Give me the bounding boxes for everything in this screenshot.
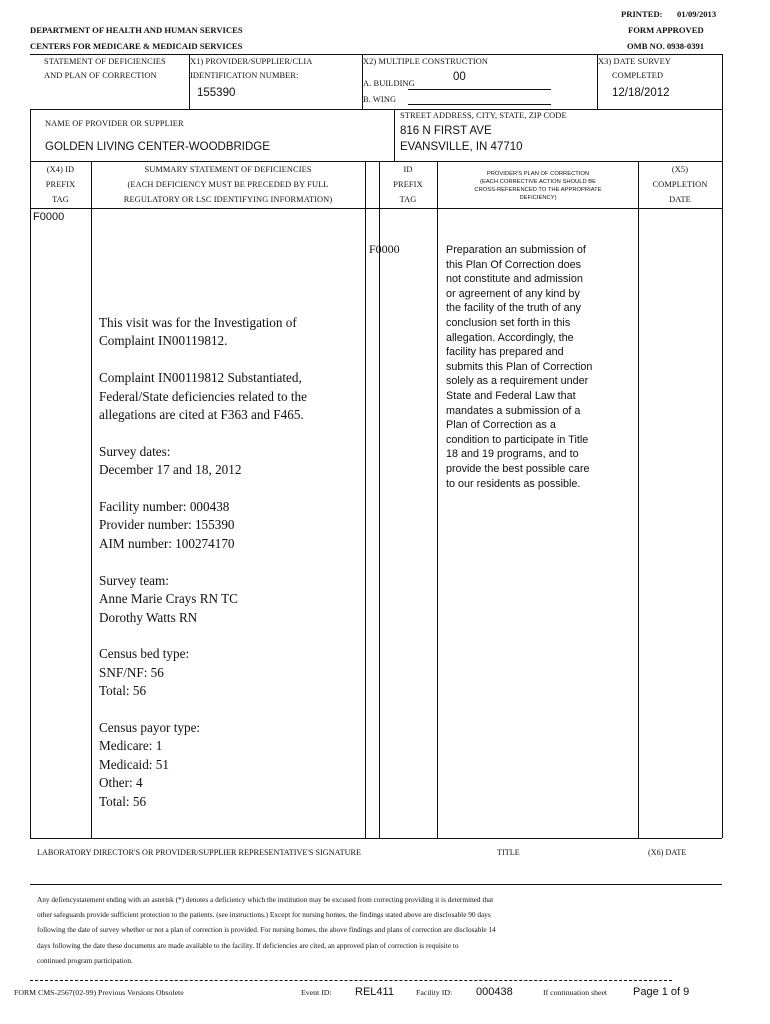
plan-subheader-2: CROSS-REFERENCED TO THE APPROPRIATE [474, 187, 602, 193]
right-prefix-tag: F0000 [369, 242, 400, 256]
summary-line: Federal/State deficiencies related to the [99, 388, 307, 404]
event-id-value: REL411 [355, 986, 394, 998]
summary-line [99, 424, 361, 442]
plan-subheader: (EACH CORRECTIVE ACTION SHOULD BE [480, 179, 596, 185]
disclaimer-line: other safeguards provide sufficient protection to the patients. (see instructions.) Except for nursing homes, the findings stated above are disclosable 90 days [37, 910, 491, 920]
facility-id-label: Facility ID: [416, 988, 453, 997]
facility-id-value: 000438 [476, 986, 513, 998]
disclaimer-line: following the date of survey whether or not a plan of correction is provided. For nursing homes, the above findings and plans of correction are disclosable 14 [37, 925, 496, 935]
summary-subheader-2: REGULATORY OR LSC IDENTIFYING INFORMATION) [123, 195, 333, 204]
plan-line: facility has prepared and [446, 346, 564, 359]
plan-label: AND PLAN OF CORRECTION [44, 71, 157, 80]
plan-line: submits this Plan of Correction [446, 360, 593, 373]
summary-line: Facility number: 000438 [99, 499, 230, 515]
summary-line: Survey dates: [99, 443, 171, 459]
summary-line: Complaint IN00119812. [99, 333, 228, 349]
plan-line: provide the best possible care [446, 462, 590, 475]
summary-line: Census bed type: [99, 646, 190, 662]
disclaimer-line: continued program participation. [37, 955, 133, 965]
summary-subheader: (EACH DEFICIENCY MUST BE PRECEDED BY FULL [127, 180, 329, 189]
summary-line: Other: 4 [99, 775, 143, 791]
continuation-label: If continuation sheet [543, 988, 608, 997]
plan-header: PROVIDER'S PLAN OF CORRECTION [486, 171, 590, 177]
department-title: DEPARTMENT OF HEALTH AND HUMAN SERVICES [30, 25, 243, 35]
id-header: ID [403, 165, 413, 174]
x1-sublabel: IDENTIFICATION NUMBER: [190, 71, 299, 80]
centers-title: CENTERS FOR MEDICARE & MEDICAID SERVICES [30, 41, 243, 51]
plan-subheader-3: DEFICIENCY) [519, 195, 557, 201]
disclaimer-text [37, 892, 727, 968]
x5-completion: COMPLETION [652, 180, 708, 189]
x6-date-label: (X6) DATE [648, 848, 687, 857]
survey-date-value: 12/18/2012 [612, 87, 670, 99]
disclaimer-line: Any defiencystatement ending with an asterisk (*) denotes a deficiency which the institution may be excused from correcting providing it is determined that [37, 895, 494, 904]
plan-line: State and Federal Law that [446, 389, 576, 402]
provider-name-label: NAME OF PROVIDER OR SUPPLIER [45, 119, 184, 128]
plan-line: mandates a submission of a [446, 404, 581, 417]
provider-name-value: GOLDEN LIVING CENTER-WOODBRIDGE [45, 141, 270, 153]
form-approved: FORM APPROVED [628, 25, 704, 35]
summary-line: Medicaid: 51 [99, 756, 169, 772]
x4-prefix: PREFIX [45, 180, 76, 189]
summary-line: Dorothy Watts RN [99, 609, 198, 625]
plan-line: allegation. Accordingly, the [446, 331, 574, 344]
form-number: FORM CMS-2567(02-99) Previous Versions Obsolete [14, 988, 184, 997]
provider-id-value: 155390 [197, 87, 236, 99]
plan-of-correction [446, 243, 636, 491]
title-label: TITLE [497, 848, 520, 857]
statement-label: STATEMENT OF DEFICIENCIES [44, 57, 166, 66]
plan-line: conclusion set forth in this [446, 316, 571, 329]
plan-line: 18 and 19 programs, and to [446, 448, 579, 461]
summary-header: SUMMARY STATEMENT OF DEFICIENCIES [144, 165, 312, 174]
x1-label: X1) PROVIDER/SUPPLIER/CLIA [190, 57, 313, 66]
summary-line: SNF/NF: 56 [99, 664, 164, 680]
x3-label: X3) DATE SURVEY [598, 57, 671, 66]
summary-line: Survey team: [99, 572, 169, 588]
summary-line [99, 553, 361, 571]
plan-line: to our residents as possible. [446, 477, 581, 490]
summary-line: December 17 and 18, 2012 [99, 462, 242, 478]
signature-label: LABORATORY DIRECTOR'S OR PROVIDER/SUPPLIER REPRESENTATIVE'S SIGNATURE [37, 848, 361, 857]
summary-line [99, 627, 361, 645]
plan-line: solely as a requirement under [446, 375, 589, 388]
address-line-1: 816 N FIRST AVE [400, 125, 492, 137]
page-number: Page 1 of 9 [633, 986, 690, 998]
summary-line: AIM number: 100274170 [99, 535, 235, 551]
summary-statement [99, 314, 361, 811]
omb-number: OMB NO. 0938-0391 [627, 41, 705, 51]
wing-label: B. WING [363, 95, 397, 104]
id-prefix: PREFIX [393, 180, 423, 189]
summary-line: Total: 56 [99, 793, 147, 809]
summary-line: Provider number: 155390 [99, 517, 235, 533]
summary-line: This visit was for the Investigation of [99, 315, 297, 330]
plan-line: Preparation an submission of [446, 244, 586, 256]
summary-line: Medicare: 1 [99, 738, 163, 754]
plan-line: condition to participate in Title [446, 433, 589, 446]
event-id-label: Event ID: [301, 988, 332, 997]
plan-line: not constitute and admission [446, 273, 583, 286]
summary-line: Anne Marie Crays RN TC [99, 591, 238, 607]
plan-line: Plan of Correction as a [446, 419, 556, 432]
x4-tag: TAG [52, 195, 69, 204]
building-label: A. BUILDING [363, 79, 415, 88]
plan-line: this Plan Of Correction does [446, 258, 582, 271]
summary-line: Census payor type: [99, 719, 201, 735]
left-prefix-tag: F0000 [33, 211, 65, 223]
plan-line: the facility of the truth of any [446, 302, 582, 315]
x5-header: (X5) [671, 165, 689, 174]
plan-line: or agreement of any kind by [446, 287, 580, 300]
summary-line: allegations are cited at F363 and F465. [99, 407, 304, 423]
id-tag: TAG [399, 195, 417, 204]
summary-line [99, 480, 361, 498]
building-value: 00 [453, 71, 466, 83]
x3-sublabel: COMPLETED [612, 71, 664, 80]
disclaimer-line: days following the date these documents are made available to the facility. If deficiencies are cited, an approved plan of correction is requisite to [37, 940, 459, 950]
printed-date: 01/09/2013 [677, 9, 717, 19]
summary-line: Total: 56 [99, 683, 147, 699]
summary-line: Complaint IN00119812 Substantiated, [99, 370, 302, 386]
summary-line [99, 701, 361, 719]
printed-label: PRINTED: [621, 9, 663, 19]
x4-header: (X4) ID [46, 165, 75, 174]
x5-date: DATE [669, 195, 691, 204]
address-line-2: EVANSVILLE, IN 47710 [400, 141, 523, 153]
address-label: STREET ADDRESS, CITY, STATE, ZIP CODE [400, 111, 567, 120]
summary-line [99, 351, 361, 369]
x2-label: X2) MULTIPLE CONSTRUCTION [363, 57, 489, 66]
